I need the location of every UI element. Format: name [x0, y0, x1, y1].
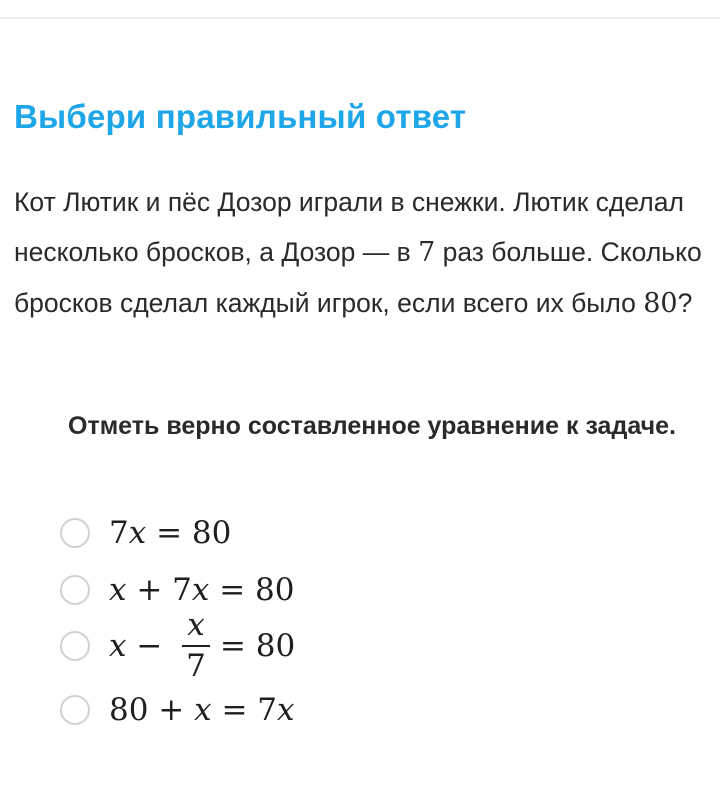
option-3-equation — [109, 607, 296, 684]
problem-text-part: Кот Лютик и пёс Дозор играли в снежки. Лютик сделал несколько бросков, а Дозор — в — [14, 187, 684, 267]
equation-variable: x — [194, 692, 212, 728]
fraction — [182, 607, 210, 684]
equation-variable: x — [277, 692, 295, 728]
problem-text-part: ? — [677, 288, 693, 318]
option-2-equation — [109, 572, 295, 608]
equation-variable: x — [128, 515, 147, 551]
option-4-equation — [109, 692, 295, 728]
equation-term: 7 — [109, 515, 129, 551]
equation-variable: x — [191, 572, 210, 608]
problem-text-part: раз больше. Сколько бросков сделал каждый игрок, если всего их было — [14, 237, 702, 318]
fraction-denominator: 7 — [182, 645, 210, 682]
equation-term: = 7 — [211, 692, 278, 728]
equation-term: + 7 — [126, 572, 192, 608]
equation-term: = 80 — [146, 515, 232, 551]
option-1[interactable] — [60, 513, 460, 553]
equation-variable: x — [109, 628, 127, 664]
equation-term: = 80 — [219, 628, 296, 664]
problem-number: 7 — [418, 237, 436, 268]
radio-button[interactable] — [60, 631, 90, 661]
page-title: Выбери правильный ответ — [14, 98, 467, 135]
equation-term: = 80 — [209, 572, 295, 608]
problem-text — [14, 177, 714, 329]
option-2[interactable] — [60, 570, 460, 610]
equation-term: 80 + — [109, 692, 195, 728]
instruction-text: Отметь верно составленное уравнение к задаче. — [68, 412, 676, 440]
equation-variable: x — [109, 572, 127, 608]
option-4[interactable] — [60, 690, 460, 730]
radio-button[interactable] — [60, 575, 90, 605]
option-1-equation — [109, 515, 231, 551]
radio-button[interactable] — [60, 518, 90, 548]
equation-term: − — [126, 628, 173, 664]
option-3[interactable] — [60, 607, 460, 684]
radio-button[interactable] — [60, 695, 90, 725]
fraction-numerator: x — [187, 607, 205, 643]
problem-number: 80 — [643, 288, 678, 319]
top-divider — [0, 17, 720, 19]
